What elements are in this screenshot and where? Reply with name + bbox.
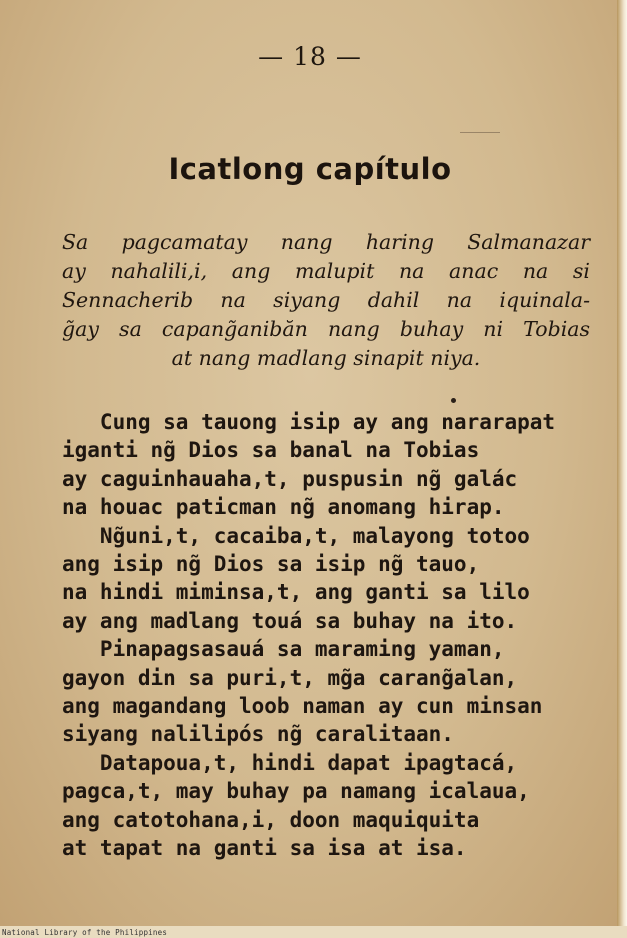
chapter-summary [62,228,590,373]
verse-line: ang isip ng̃ Dios sa isip ng̃ tauo, [62,552,480,577]
verse-line: at tapat na ganti sa isa at isa. [62,836,467,861]
verse-line: Pinapagsasauá sa maraming yaman, [62,637,505,662]
verse-text [62,408,556,863]
summary-line: ay nahalili,i, ang malupit na anac na si [62,259,590,283]
verse-line: Ng̃uni,t, cacaiba,t, malayong totoo [62,523,530,548]
verse-line: na houac paticman ng̃ anomang hirap. [62,495,505,520]
verse-line: na hindi miminsa,t, ang ganti sa lilo [62,580,530,605]
verse-line: gayon din sa puri,t, mg̃a carang̃alan, [62,665,518,690]
attribution-footer: National Library of the Philippines [2,928,168,937]
summary-line: g̃ay sa capang̃anibăn nang buhay ni Tobias [62,317,590,341]
page-edge [617,0,627,926]
verse-line: ang catotohana,i, doon maquiquita [62,807,480,832]
ink-mark [460,132,500,133]
verse-line: ay ang madlang touá sa buhay na ito. [62,608,518,633]
summary-line: Sa pagcamatay nang haring Salmanazar [62,230,590,254]
verse-line: ang magandang loob naman ay cun minsan [62,694,543,719]
verse-line: Datapoua,t, hindi dapat ipagtacá, [62,750,518,775]
summary-line: at nang madlang sinapit niya. [171,346,481,370]
verse-line: iganti ng̃ Dios sa banal na Tobias [62,438,480,463]
verse-line: siyang nalilipós ng̃ caralitaan. [62,722,454,747]
ink-dot [451,398,456,403]
summary-line: Sennacherib na siyang dahil na iquinala- [62,288,590,312]
verse-line: pagca,t, may buhay pa namang icalaua, [62,779,530,804]
verse-line: Cung sa tauong isip ay ang nararapat [62,410,556,434]
verse-line: ay caguinhauaha,t, puspusin ng̃ galác [62,466,518,491]
page-number: — 18 — [258,42,362,71]
chapter-title: Icatlong capítulo [168,152,452,186]
